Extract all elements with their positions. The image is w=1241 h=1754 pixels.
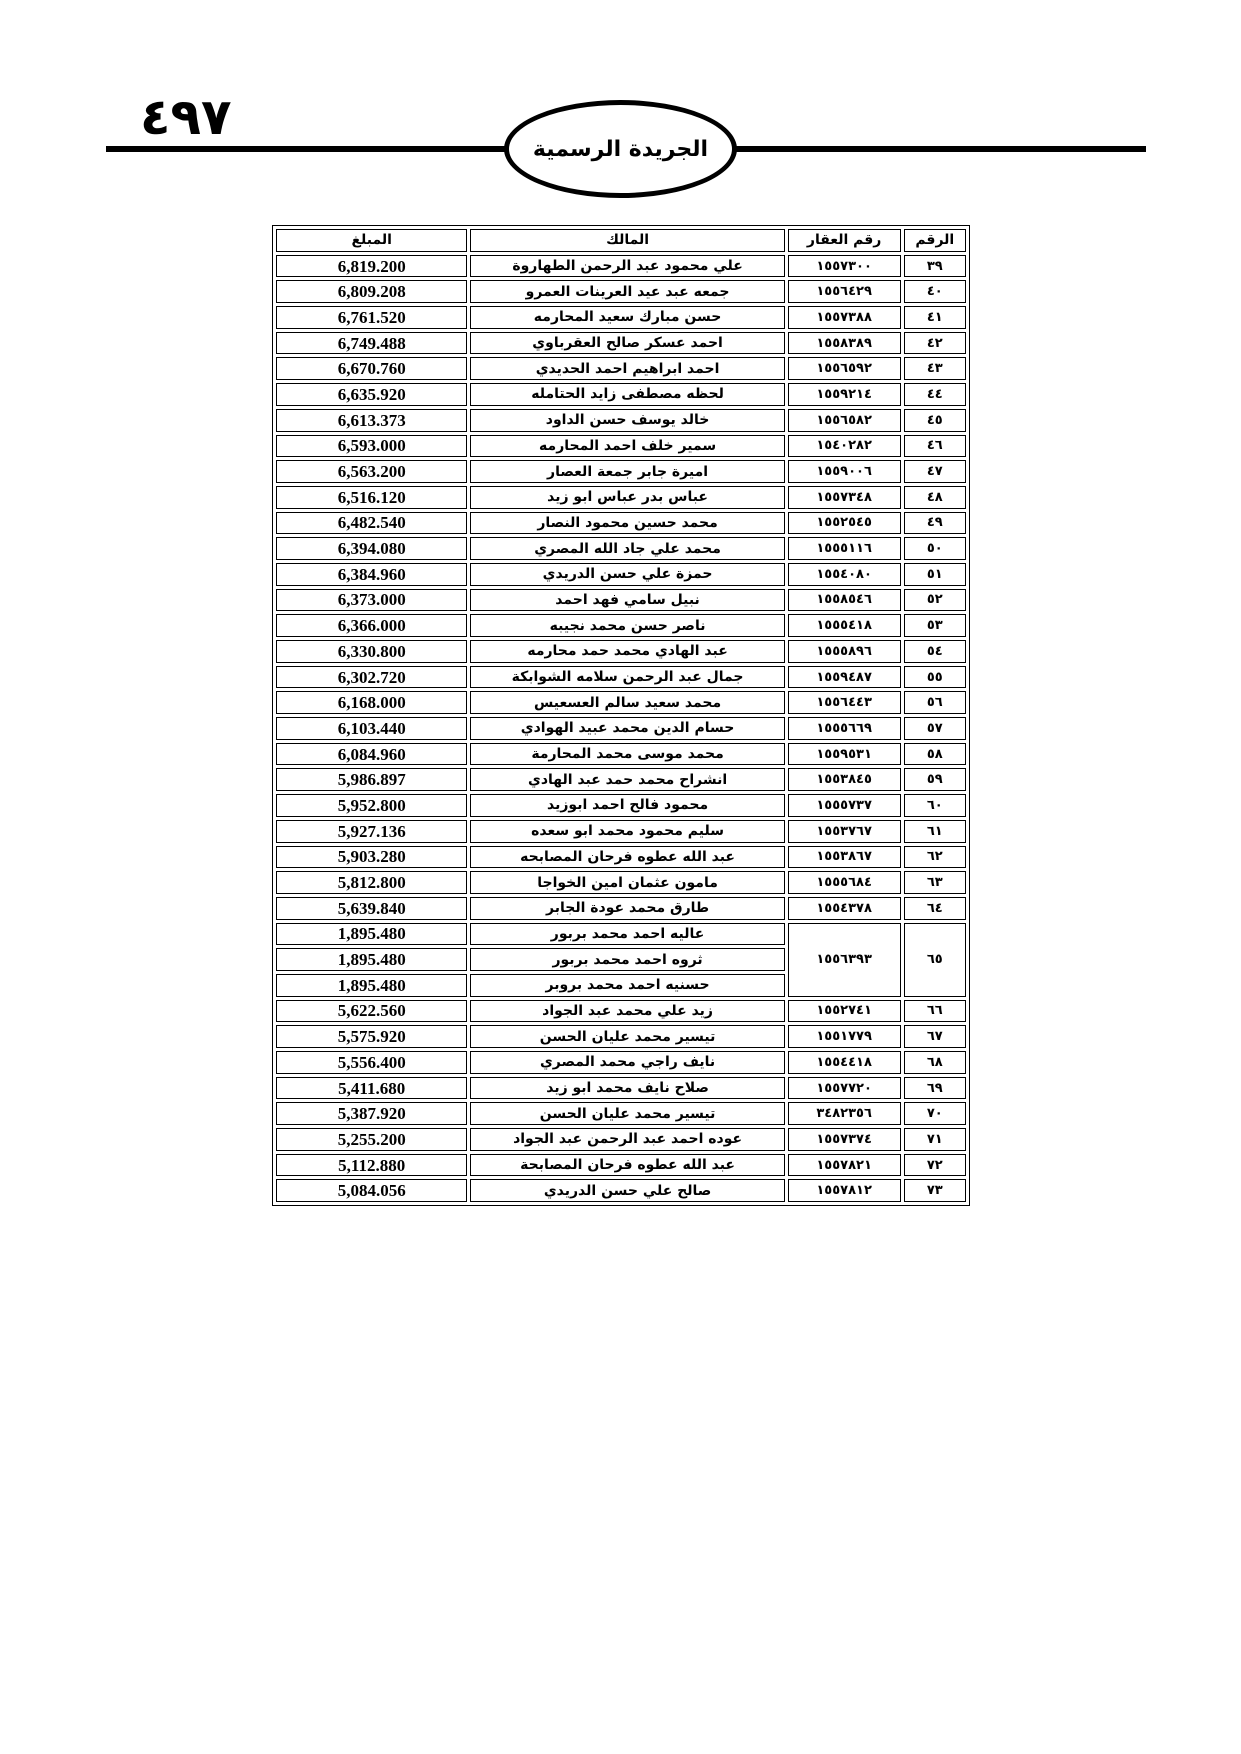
row-amount: 6,482.540 bbox=[276, 512, 467, 535]
table-row bbox=[276, 897, 966, 920]
row-owner: جمعه عبد عيد العرينات العمرو bbox=[470, 280, 784, 303]
row-owner: عبد الله عطوه فرحان المصابحه bbox=[470, 846, 784, 869]
row-amount: 5,411.680 bbox=[276, 1077, 467, 1100]
row-amount: 6,563.200 bbox=[276, 460, 467, 483]
row-property-number: ١٥٥٢٧٤١ bbox=[788, 1000, 901, 1023]
row-property-number: ١٥٥٣٧٦٧ bbox=[788, 820, 901, 843]
table-row bbox=[276, 460, 966, 483]
row-property-number: ١٥٥٦٥٨٢ bbox=[788, 409, 901, 432]
row-owner: سليم محمود محمد ابو سعده bbox=[470, 820, 784, 843]
row-amount: 5,927.136 bbox=[276, 820, 467, 843]
row-index: ٣٩ bbox=[904, 255, 966, 278]
row-property-number: ١٥٥٩٥٣١ bbox=[788, 743, 901, 766]
row-owner: اميرة جابر جمعة العصار bbox=[470, 460, 784, 483]
row-property-number: ١٥٥٨٣٨٩ bbox=[788, 332, 901, 355]
table-row bbox=[276, 563, 966, 586]
row-property-number: ١٥٥٥٧٣٧ bbox=[788, 794, 901, 817]
header-property-number: رقم العقار bbox=[788, 229, 901, 252]
row-owner: نبيل سامي فهد احمد bbox=[470, 589, 784, 612]
row-property-number: ١٥٥٣٨٦٧ bbox=[788, 846, 901, 869]
row-property-number: ١٥٥٨٥٤٦ bbox=[788, 589, 901, 612]
row-property-number: ١٥٥٦٣٩٣ bbox=[788, 923, 901, 997]
row-property-number: ١٥٥٤٤١٨ bbox=[788, 1051, 901, 1074]
journal-title: الجريدة الرسمية bbox=[532, 136, 709, 162]
row-property-number: ١٥٥٥٨٩٦ bbox=[788, 640, 901, 663]
row-owner: حمزة علي حسن الدريدي bbox=[470, 563, 784, 586]
journal-title-oval bbox=[504, 100, 737, 198]
row-property-number: ١٥٥٧٨١٢ bbox=[788, 1179, 901, 1202]
table-row bbox=[276, 255, 966, 278]
row-owner: احمد ابراهيم احمد الحديدي bbox=[470, 357, 784, 380]
compensation-table-wrapper bbox=[272, 225, 970, 1206]
row-amount: 6,593.000 bbox=[276, 435, 467, 458]
row-amount: 6,635.920 bbox=[276, 383, 467, 406]
row-owner: ثروه احمد محمد بربور bbox=[470, 948, 784, 971]
row-owner: احمد عسكر صالح العقرباوي bbox=[470, 332, 784, 355]
row-amount: 6,384.960 bbox=[276, 563, 467, 586]
row-index: ٦٥ bbox=[904, 923, 966, 997]
table-row bbox=[276, 409, 966, 432]
table-row bbox=[276, 871, 966, 894]
row-index: ٥١ bbox=[904, 563, 966, 586]
table-row bbox=[276, 614, 966, 637]
row-index: ٥٩ bbox=[904, 768, 966, 791]
row-owner: سمير خلف احمد المحارمه bbox=[470, 435, 784, 458]
table-row bbox=[276, 691, 966, 714]
row-index: ٥٥ bbox=[904, 666, 966, 689]
row-index: ٦٠ bbox=[904, 794, 966, 817]
row-owner: محمد موسى محمد المحارمة bbox=[470, 743, 784, 766]
row-amount: 5,903.280 bbox=[276, 846, 467, 869]
table-row bbox=[276, 743, 966, 766]
row-amount: 6,761.520 bbox=[276, 306, 467, 329]
table-row bbox=[276, 306, 966, 329]
row-amount: 5,986.897 bbox=[276, 768, 467, 791]
table-row bbox=[276, 1102, 966, 1125]
row-owner: محمد حسين محمود النصار bbox=[470, 512, 784, 535]
row-index: ٦٣ bbox=[904, 871, 966, 894]
row-property-number: ١٥٥٦٥٩٢ bbox=[788, 357, 901, 380]
row-index: ٥٣ bbox=[904, 614, 966, 637]
row-owner: صلاح نايف محمد ابو زيد bbox=[470, 1077, 784, 1100]
table-row bbox=[276, 435, 966, 458]
row-owner: محمد علي جاد الله المصري bbox=[470, 537, 784, 560]
row-property-number: ١٥٥٣٨٤٥ bbox=[788, 768, 901, 791]
header-owner: المالك bbox=[470, 229, 784, 252]
row-amount: 5,575.920 bbox=[276, 1025, 467, 1048]
page-header bbox=[0, 0, 1241, 240]
row-index: ٤٥ bbox=[904, 409, 966, 432]
table-row bbox=[276, 486, 966, 509]
row-index: ٦٦ bbox=[904, 1000, 966, 1023]
row-amount: 6,373.000 bbox=[276, 589, 467, 612]
row-amount: 6,516.120 bbox=[276, 486, 467, 509]
row-amount: 1,895.480 bbox=[276, 974, 467, 997]
row-amount: 6,670.760 bbox=[276, 357, 467, 380]
row-amount: 5,812.800 bbox=[276, 871, 467, 894]
table-row bbox=[276, 717, 966, 740]
row-index: ٤٠ bbox=[904, 280, 966, 303]
table-row bbox=[276, 846, 966, 869]
table-row bbox=[276, 1128, 966, 1151]
row-owner: انشراح محمد حمد عبد الهادي bbox=[470, 768, 784, 791]
row-amount: 6,613.373 bbox=[276, 409, 467, 432]
row-index: ٦١ bbox=[904, 820, 966, 843]
row-index: ٧٢ bbox=[904, 1154, 966, 1177]
row-index: ٧١ bbox=[904, 1128, 966, 1151]
row-amount: 5,952.800 bbox=[276, 794, 467, 817]
row-owner: عبد الله عطوه فرحان المصابحة bbox=[470, 1154, 784, 1177]
table-row bbox=[276, 1179, 966, 1202]
row-property-number: ١٥٥٩٠٠٦ bbox=[788, 460, 901, 483]
row-index: ٥٢ bbox=[904, 589, 966, 612]
row-index: ٦٩ bbox=[904, 1077, 966, 1100]
row-owner: علي محمود عبد الرحمن الطهاروة bbox=[470, 255, 784, 278]
header-amount: المبلغ bbox=[276, 229, 467, 252]
table-row bbox=[276, 280, 966, 303]
row-property-number: ١٥٥٥٦٦٩ bbox=[788, 717, 901, 740]
row-property-number: ١٥٥٧٧٢٠ bbox=[788, 1077, 901, 1100]
row-property-number: ١٥٥٧٣٧٤ bbox=[788, 1128, 901, 1151]
row-amount: 5,112.880 bbox=[276, 1154, 467, 1177]
row-property-number: ١٥٥٦٤٤٣ bbox=[788, 691, 901, 714]
row-amount: 5,639.840 bbox=[276, 897, 467, 920]
table-row bbox=[276, 537, 966, 560]
header-index: الرقم bbox=[904, 229, 966, 252]
row-index: ٥٤ bbox=[904, 640, 966, 663]
row-owner: حسنيه احمد محمد بروبر bbox=[470, 974, 784, 997]
row-index: ٤٨ bbox=[904, 486, 966, 509]
row-amount: 6,366.000 bbox=[276, 614, 467, 637]
row-property-number: ١٥٥٥٤١٨ bbox=[788, 614, 901, 637]
row-amount: 5,622.560 bbox=[276, 1000, 467, 1023]
row-owner: زيد علي محمد عبد الجواد bbox=[470, 1000, 784, 1023]
row-owner: تيسير محمد عليان الحسن bbox=[470, 1102, 784, 1125]
table-row bbox=[276, 383, 966, 406]
table-body bbox=[276, 255, 966, 1202]
row-owner: صالح علي حسن الدريدي bbox=[470, 1179, 784, 1202]
row-owner: خالد يوسف حسن الداود bbox=[470, 409, 784, 432]
row-index: ٤٩ bbox=[904, 512, 966, 535]
page-number: ٤٩٧ bbox=[140, 88, 232, 146]
table-row bbox=[276, 357, 966, 380]
row-owner: مامون عثمان امين الخواجا bbox=[470, 871, 784, 894]
row-amount: 6,819.200 bbox=[276, 255, 467, 278]
table-row bbox=[276, 1051, 966, 1074]
table-row bbox=[276, 1000, 966, 1023]
compensation-table bbox=[272, 225, 970, 1206]
row-index: ٧٣ bbox=[904, 1179, 966, 1202]
row-index: ٦٢ bbox=[904, 846, 966, 869]
row-owner: ناصر حسن محمد نجيبه bbox=[470, 614, 784, 637]
row-index: ٤٤ bbox=[904, 383, 966, 406]
row-amount: 1,895.480 bbox=[276, 948, 467, 971]
row-property-number: ١٥٥٦٤٢٩ bbox=[788, 280, 901, 303]
table-row bbox=[276, 1077, 966, 1100]
row-owner: محمود فالح احمد ابوزيد bbox=[470, 794, 784, 817]
row-property-number: ١٥٥٤٣٧٨ bbox=[788, 897, 901, 920]
row-index: ٥٦ bbox=[904, 691, 966, 714]
row-index: ٦٧ bbox=[904, 1025, 966, 1048]
table-row bbox=[276, 1025, 966, 1048]
row-owner: جمال عبد الرحمن سلامه الشوابكة bbox=[470, 666, 784, 689]
row-property-number: ١٥٥٩٢١٤ bbox=[788, 383, 901, 406]
row-amount: 6,394.080 bbox=[276, 537, 467, 560]
table-row bbox=[276, 640, 966, 663]
row-owner: محمد سعيد سالم العسعيس bbox=[470, 691, 784, 714]
row-index: ٤٢ bbox=[904, 332, 966, 355]
row-amount: 1,895.480 bbox=[276, 923, 467, 946]
table-row bbox=[276, 794, 966, 817]
row-property-number: ١٥٥٢٥٤٥ bbox=[788, 512, 901, 535]
row-amount: 5,387.920 bbox=[276, 1102, 467, 1125]
row-index: ٤٧ bbox=[904, 460, 966, 483]
row-index: ٤٣ bbox=[904, 357, 966, 380]
row-property-number: ٣٤٨٢٣٥٦ bbox=[788, 1102, 901, 1125]
row-amount: 6,330.800 bbox=[276, 640, 467, 663]
row-index: ٥٨ bbox=[904, 743, 966, 766]
table-row bbox=[276, 820, 966, 843]
row-owner: تيسير محمد عليان الحسن bbox=[470, 1025, 784, 1048]
row-owner: نايف راجي محمد المصري bbox=[470, 1051, 784, 1074]
row-property-number: ١٥٥٥١١٦ bbox=[788, 537, 901, 560]
row-owner: لحظه مصطفى زايد الحتامله bbox=[470, 383, 784, 406]
row-owner: عبد الهادي محمد حمد محارمه bbox=[470, 640, 784, 663]
row-index: ٦٤ bbox=[904, 897, 966, 920]
row-index: ٤٦ bbox=[904, 435, 966, 458]
row-amount: 6,084.960 bbox=[276, 743, 467, 766]
row-owner: حسام الدين محمد عبيد الهوادي bbox=[470, 717, 784, 740]
row-owner: عاليه احمد محمد بربور bbox=[470, 923, 784, 946]
row-owner: عباس بدر عباس ابو زيد bbox=[470, 486, 784, 509]
row-property-number: ١٥٥٧٣٤٨ bbox=[788, 486, 901, 509]
table-row bbox=[276, 512, 966, 535]
row-amount: 5,084.056 bbox=[276, 1179, 467, 1202]
row-index: ٦٨ bbox=[904, 1051, 966, 1074]
table-row-group bbox=[276, 923, 966, 946]
row-amount: 5,255.200 bbox=[276, 1128, 467, 1151]
table-row bbox=[276, 332, 966, 355]
row-amount: 6,103.440 bbox=[276, 717, 467, 740]
table-row bbox=[276, 589, 966, 612]
row-owner: طارق محمد عودة الجابر bbox=[470, 897, 784, 920]
row-property-number: ١٥٤٠٢٨٢ bbox=[788, 435, 901, 458]
row-index: ٧٠ bbox=[904, 1102, 966, 1125]
row-owner: حسن مبارك سعيد المحارمه bbox=[470, 306, 784, 329]
row-property-number: ١٥٥٥٦٨٤ bbox=[788, 871, 901, 894]
table-row bbox=[276, 768, 966, 791]
table-header-row bbox=[276, 229, 966, 252]
row-owner: عوده احمد عبد الرحمن عبد الجواد bbox=[470, 1128, 784, 1151]
row-property-number: ١٥٥٩٤٨٧ bbox=[788, 666, 901, 689]
row-amount: 6,302.720 bbox=[276, 666, 467, 689]
row-index: ٥٧ bbox=[904, 717, 966, 740]
row-index: ٥٠ bbox=[904, 537, 966, 560]
row-property-number: ١٥٥٧٣٨٨ bbox=[788, 306, 901, 329]
table-row bbox=[276, 1154, 966, 1177]
row-property-number: ١٥٥٤٠٨٠ bbox=[788, 563, 901, 586]
row-amount: 6,749.488 bbox=[276, 332, 467, 355]
row-amount: 6,809.208 bbox=[276, 280, 467, 303]
row-amount: 6,168.000 bbox=[276, 691, 467, 714]
row-property-number: ١٥٥٧٣٠٠ bbox=[788, 255, 901, 278]
row-index: ٤١ bbox=[904, 306, 966, 329]
table-row bbox=[276, 666, 966, 689]
row-property-number: ١٥٥١٧٧٩ bbox=[788, 1025, 901, 1048]
row-property-number: ١٥٥٧٨٢١ bbox=[788, 1154, 901, 1177]
row-amount: 5,556.400 bbox=[276, 1051, 467, 1074]
